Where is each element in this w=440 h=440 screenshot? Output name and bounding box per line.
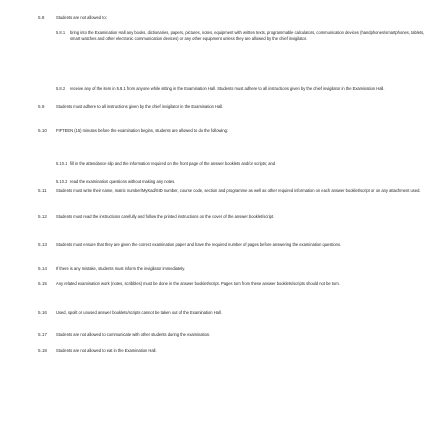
section-text: Students must adhere to all instructions given by the chief invigilator in the Examination Hall.	[56, 104, 224, 109]
section-number: 5.11	[38, 188, 47, 193]
subsection-number: 5.8.2	[56, 86, 66, 91]
section-number: 5.8	[38, 15, 45, 20]
subsection-text: bring into the Examination Hall any books, dictionaries, papers, pictures, notes, equipment with written texts, programmable calculators, communication devices (handphones/smartphones, tablets, smart watches and other electronic communication devices) or any other equipment unless they are allowed by the chief invigilator.	[70, 30, 425, 41]
section-number: 5.17	[38, 332, 47, 337]
section-text: Students must write their name, matric number/MyKad/SID number, course code, section and programme as well as other required information on each answer booklet/script or on any attachment used.	[56, 188, 421, 193]
section-number: 5.16	[38, 310, 47, 315]
section-text: FIFTEEN (15) minutes before the examination begins, students are allowed to do the following:	[56, 128, 229, 133]
subsection-text: fill in the attendance slip and the information required on the front page of the answer booklets and/or scripts; and	[70, 161, 276, 166]
section-number: 5.10	[38, 128, 47, 133]
subsection-text: receive any of the item in 5.8.1 from anyone while sitting in the Examination Hall. Students must adhere to all instructions given by the chief invigilator in the Examination Hall.	[70, 86, 385, 91]
section-text: Students are not allowed to communicate with other students during the examination.	[56, 332, 211, 337]
section-text: If there is any mistake, students must inform the invigilator immediately.	[56, 266, 186, 271]
subsection-number: 5.8.1	[56, 30, 66, 35]
section-text: Students must ensure that they are given the correct examination paper and have the required number of pages before answering the examination questions.	[56, 242, 342, 247]
section-number: 5.15	[38, 281, 47, 286]
section-text: Students are not allowed to eat in the Examination Hall.	[56, 348, 157, 353]
section-text: Any related examination work (notes, scribbles) must be done in the answer booklet/script. Pages torn from these answer booklets/scripts should not be torn.	[56, 281, 340, 286]
subsection-number: 5.10.1	[56, 161, 68, 166]
section-number: 5.18	[38, 348, 47, 353]
section-text: Students are not allowed to:	[56, 15, 107, 20]
subsection-number: 5.10.2	[56, 179, 68, 184]
section-number: 5.12	[38, 214, 47, 219]
section-text: Students must read the instructions carefully and follow the printed instructions on the cover of the answer booklet/script.	[56, 214, 275, 219]
section-number: 5.9	[38, 104, 45, 109]
subsection-text: read the examination questions without making any notes.	[70, 179, 176, 184]
section-number: 5.13	[38, 242, 47, 247]
section-text: Used, spoilt or unused answer booklets/scripts cannot be taken out of the Examination Hall.	[56, 310, 222, 315]
section-number: 5.14	[38, 266, 47, 271]
